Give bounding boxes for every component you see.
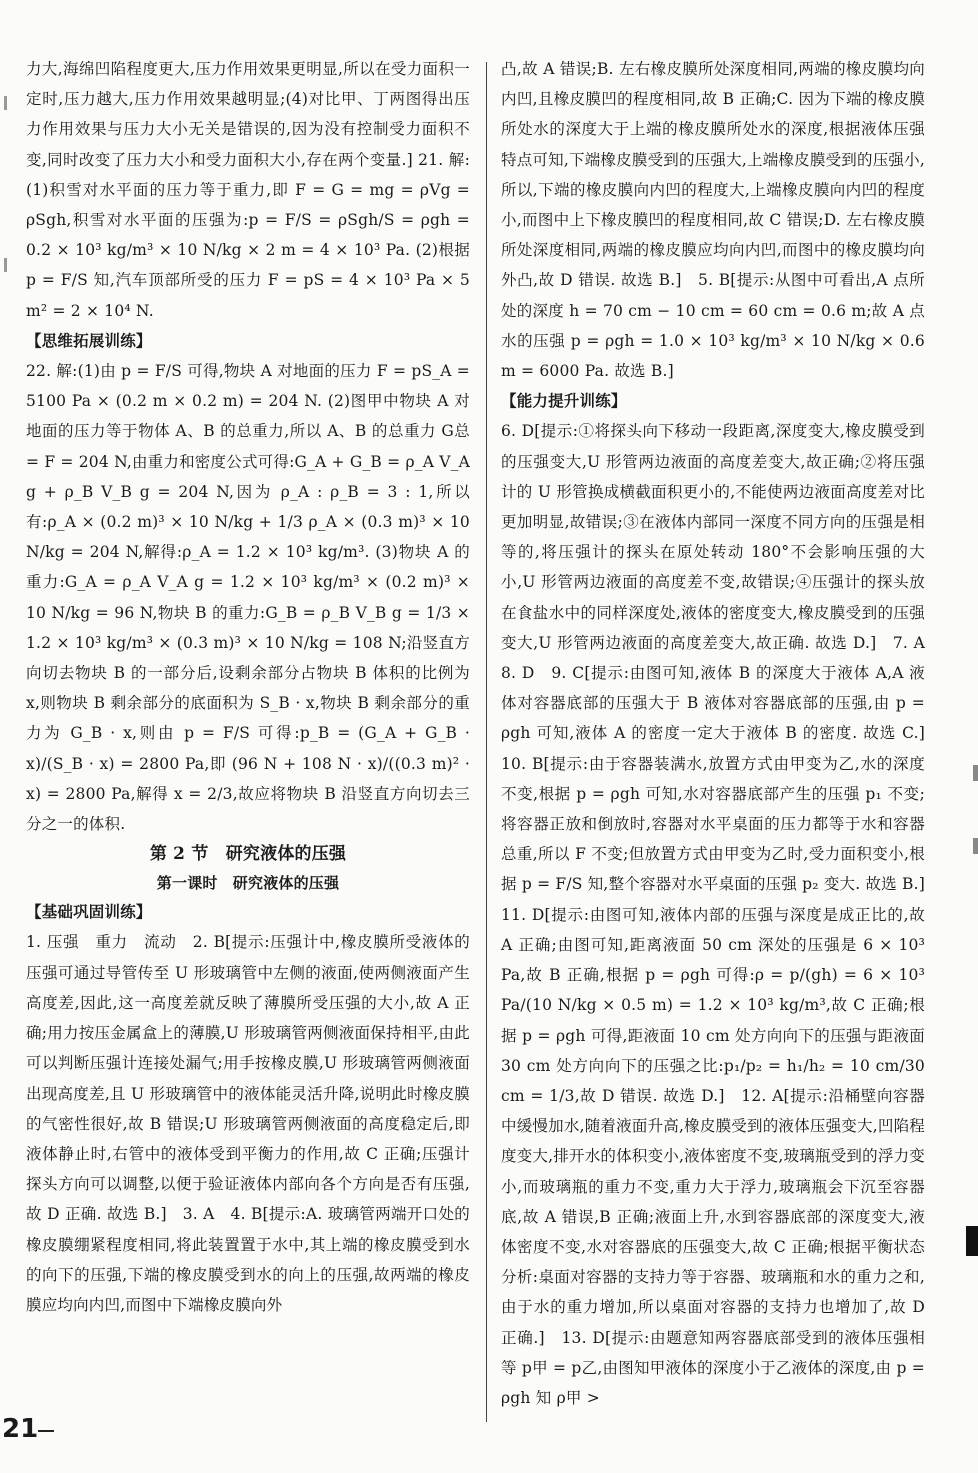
left-column [26,54,470,1320]
answer-paragraph: 力大,海绵凹陷程度更大,压力作用效果更明显,所以在受力面积一定时,压力越大,压力作用效果越明显;(4)对比甲、丁两图得出压力作用效果与压力大小无关是错误的,因为没有控制受力面积不变,同时改变了压力大小和受力面积大小,存在两个变量.] 21. 解:(1)积雪对水平面的压力等于重力,即 F = G = mg = ρVg = ρSgh,积雪对水平面的压强为:p = F/S = ρSgh/S = ρgh = 0.2 × 10³ kg/m³ × 10 N/kg × 2 m = 4 × 10³ Pa. (2)根据 p = F/S 知,汽车顶部所受的压力 F = pS = 4 × 10³ Pa × 5 m² = 2 × 10⁴ N. [26,60,470,320]
section-title: 第 2 节 研究液体的压强 [149,844,347,865]
answer-paragraph: 6. D[提示:①将探头向下移动一段距离,深度变大,橡皮膜受到的压强变大,U 形管两边液面的高度差变大,故正确;②将压强计的 U 形管换成横截面积更小的,不能使两边液面高度差对比更加明显,故错误;③在液体内部同一深度不同方向的压强是相等的,将压强计的探头在原处转动 180°不会影响压强的大小,U 形管两边液面的高度差不变,故错误;④压强计的探头放在食盐水中的同样深度处,液体的密度变大,橡皮膜受到的压强变大,U 形管两边液面的高度差变大,故正确. 故选 D.] 7. A 8. D 9. C[提示:由图可知,液体 B 的深度大于液体 A,A 液体对容器底部的压强大于 B 液体对容器底部的压强,由 p = ρgh 可知,液体 A 的密度一定大于液体 B 的密度. 故选 C.] 10. B[提示:由于容器装满水,放置方式由甲变为乙,水的深度不变,根据 p = ρgh 可知,水对容器底部产生的压强 p₁ 不变;将容器正放和倒放时,容器对水平桌面的压力都等于水和容器总重,所以 F 不变;但放置方式由甲变为乙时,受力面积变小,根据 p = F/S 知,整个容器对水平桌面的压强 p₂ 变大. 故选 B.] 11. D[提示:由图可知,液体内部的压强与深度是成正比的,故 A 正确;由图可知,距离液面 50 cm 深处的压强是 6 × 10³ Pa,故 B 正确,根据 p = ρgh 可得:ρ = p/(gh) = 6 × 10³ Pa/(10 N/kg × 0.5 m) = 1.2 × 10³ kg/m³,故 C 正确;根据 p = ρgh 可得,距液面 10 cm 处方向向下的压强与距液面 30 cm 处方向向下的压强之比:p₁/p₂ = h₁/h₂ = 10 cm/30 cm = 1/3,故 D 错误. 故选 D.] 12. A[提示:沿桶壁向容器中缓慢加水,随着液面升高,橡皮膜受到的液体压强变大,凹陷程度变大,排开水的体积变小,液体密度不变,玻璃瓶受到的浮力变小,而玻璃瓶的重力不变,重力大于浮力,玻璃瓶会下沉至容器底,故 A 错误,B 正确;液面上升,水到容器底部的深度变大,液体密度不变,水对容器底的压强变大,故 C 正确;根据平衡状态分析:桌面对容器的支持力等于容器、玻璃瓶和水的重力之和,由于水的重力增加,所以桌面对容器的支持力也增加了,故 D 正确.] 13. D[提示:由题意知两容器底部受到的液体压强相等 p甲 = p乙,由图知甲液体的深度小于乙液体的深度,由 p = ρgh 知 ρ甲 > [501,422,941,1407]
margin-mark [973,765,978,781]
page-number: 21 [2,1414,39,1444]
section-heading: 【思维拓展训练】 [26,330,152,350]
page-edge-tab [966,1226,978,1256]
lesson-title: 第一课时 研究液体的压强 [156,874,340,893]
column-divider [486,62,487,1422]
section-heading: 【基础巩固训练】 [26,902,152,922]
answer-paragraph: 1. 压强 重力 流动 2. B[提示:压强计中,橡皮膜所受液体的压强可通过导管传至 U 形玻璃管中左侧的液面,使两侧液面产生高度差,因此,这一高度差就反映了薄膜所受压强的大小,故 A 正确;用力按压金属盒上的薄膜,U 形玻璃管两侧液面保持相平,由此可以判断压强计连接处漏气;用手按橡皮膜,U 形玻璃管两侧液面出现高度差,且 U 形玻璃管中的液体能灵活升降,说明此时橡皮膜的气密性很好,故 B 错误;U 形玻璃管两侧液面的高度稳定后,即液体静止时,右管中的液体受到平衡力的作用,故 C 正确;压强计探头方向可以调整,以便于验证液体内部向各个方向是否有压强,故 D 正确. 故选 B.] 3. A 4. B[提示:A. 玻璃管两端开口处的橡皮膜绷紧程度相同,将此装置置于水中,其上端的橡皮膜受到水的向下的压强,下端的橡皮膜受到水的向上的压强,故两端的橡皮膜应均向内凹,而图中下端橡皮膜向外 [26,933,470,1314]
section-heading: 【能力提升训练】 [501,391,627,411]
answer-paragraph: 22. 解:(1)由 p = F/S 可得,物块 A 对地面的压力 F = pS_A = 5100 Pa × (0.2 m × 0.2 m) = 204 N. (2)图甲中物块 A 对地面的压力等于物体 A、B 的总重力,所以 A、B 的总重力 G总 = F = 204 N,由重力和密度公式可得:G_A + G_B = ρ_A V_A g + ρ_B V_B g = 204 N,因为 ρ_A : ρ_B = 3 : 1,所以有:ρ_A × (0.2 m)³ × 10 N/kg + 1/3 ρ_A × (0.3 m)³ × 10 N/kg = 204 N,解得:ρ_A = 1.2 × 10³ kg/m³. (3)物块 A 的重力:G_A = ρ_A V_A g = 1.2 × 10³ kg/m³ × (0.2 m)³ × 10 N/kg = 96 N,物块 B 的重力:G_B = ρ_B V_B g = 1/3 × 1.2 × 10³ kg/m³ × (0.3 m)³ × 10 N/kg = 108 N;沿竖直方向切去物块 B 的一部分后,设剩余部分占物块 B 体积的比例为 x,则物块 B 剩余部分的底面积为 S_B · x,物块 B 剩余部分的重力为 G_B · x,则由 p = F/S 可得:p_B = (G_A + G_B · x)/(S_B · x) = 2800 Pa,即 (96 N + 108 N · x)/((0.3 m)² · x) = 2800 Pa,解得 x = 2/3,故应将物块 B 沿竖直方向切去三分之一的体积. [26,362,470,834]
margin-mark [973,838,978,854]
margin-mark [4,96,7,110]
margin-mark [4,258,7,272]
page-number-dash [38,1430,54,1432]
right-column [501,54,941,1413]
answer-paragraph: 凸,故 A 错误;B. 左右橡皮膜所处深度相同,两端的橡皮膜均向内凹,且橡皮膜凹的程度相同,故 B 正确;C. 因为下端的橡皮膜所处水的深度大于上端的橡皮膜所处水的深度,根据液体压强特点可知,下端橡皮膜受到的压强大,上端橡皮膜受到的压强小,所以,下端的橡皮膜向内凹的程度大,上端橡皮膜向内凹的程度小,而图中上下橡皮膜凹的程度相同,故 C 错误;D. 左右橡皮膜所处深度相同,两端的橡皮膜应均向内凹,而图中的橡皮膜均向外凸,故 D 错误. 故选 B.] 5. B[提示:从图中可看出,A 点所处的深度 h = 70 cm − 10 cm = 60 cm = 0.6 m;故 A 点水的压强 p = ρgh = 1.0 × 10³ kg/m³ × 10 N/kg × 0.6 m = 6000 Pa. 故选 B.] [501,60,925,381]
